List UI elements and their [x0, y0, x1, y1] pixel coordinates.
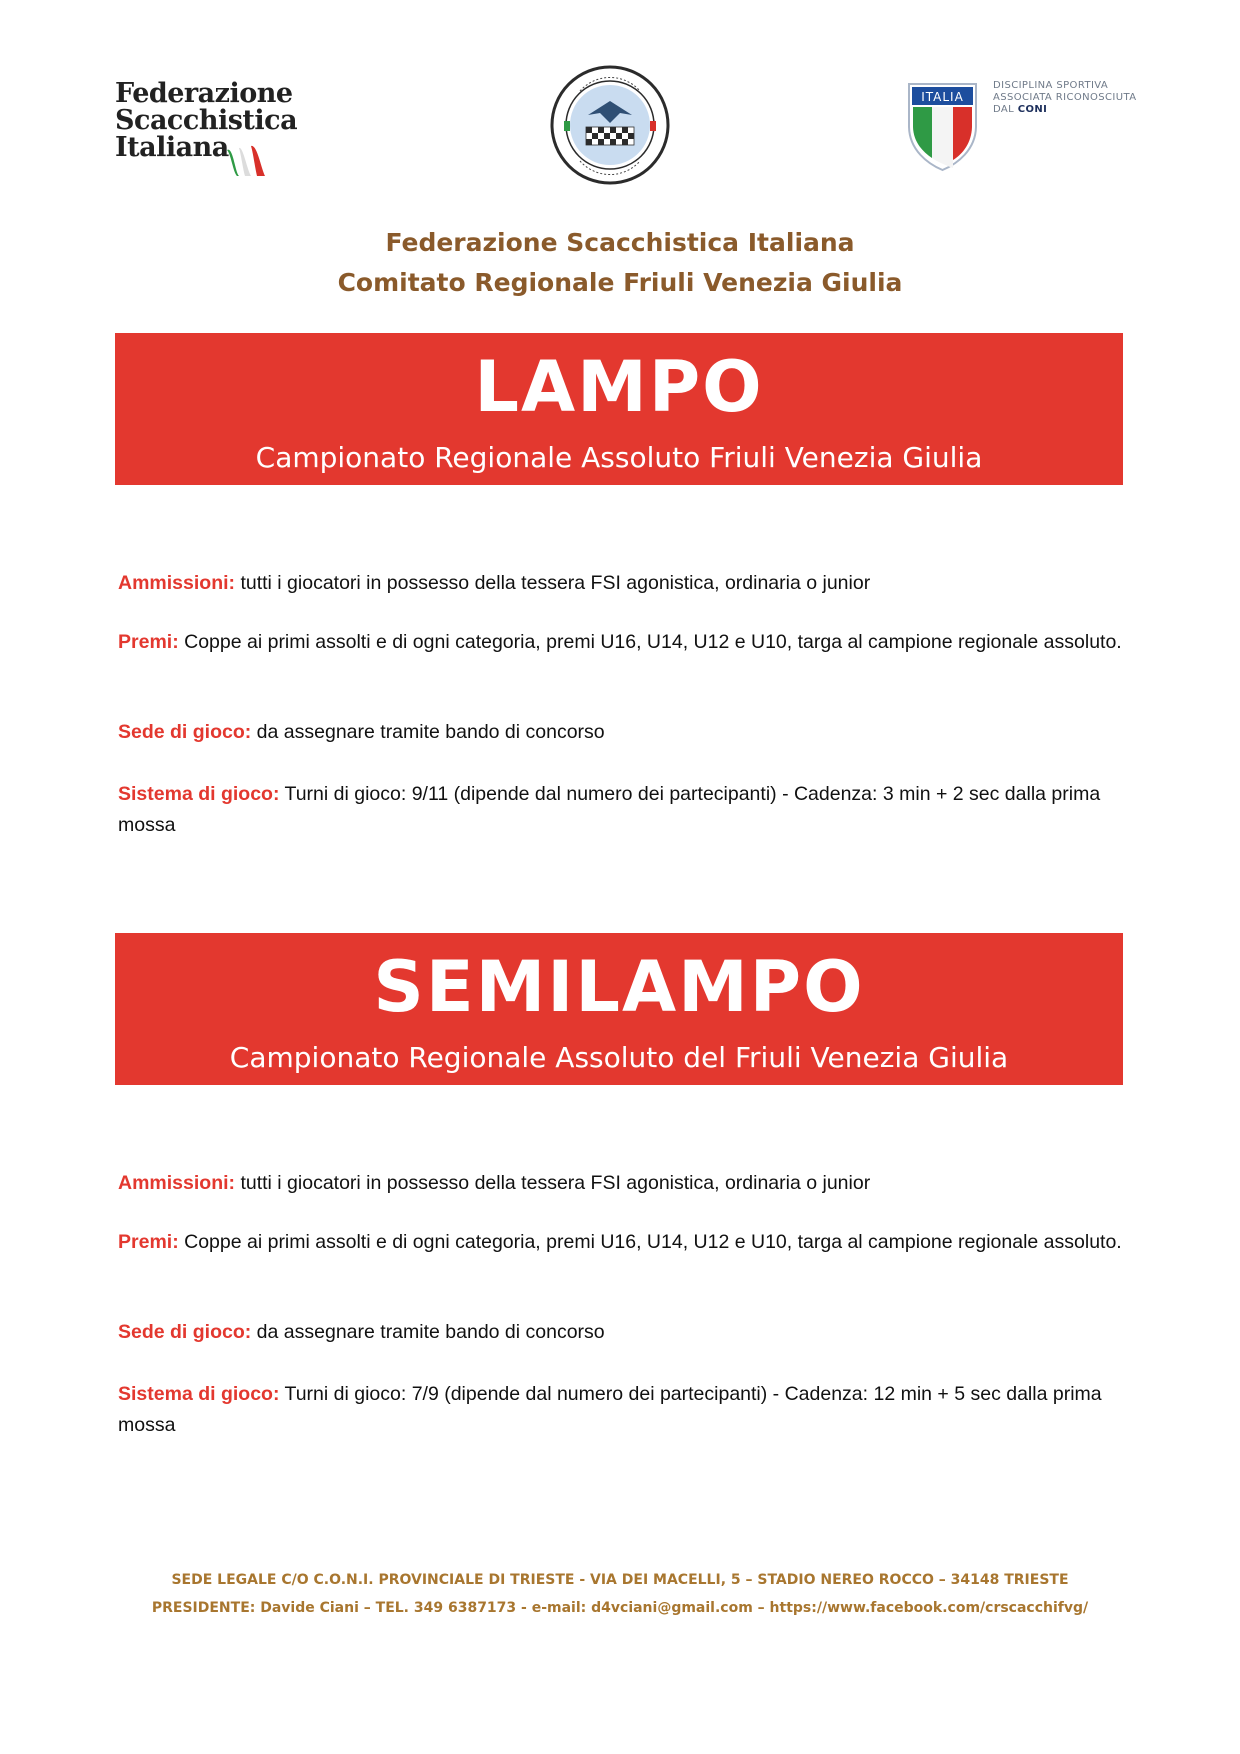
committee-title-line-1: Federazione Scacchistica Italiana	[385, 228, 855, 257]
fsi-logo	[115, 78, 298, 180]
coni-text-prefix: DAL	[993, 104, 1018, 115]
fsi-logo-line-1: Federazione	[115, 78, 293, 109]
ammissioni-text: tutti i giocatori in possesso della tessera FSI agonistica, ordinaria o junior	[235, 1172, 871, 1194]
footer-contacts: PRESIDENTE: Davide Ciani – TEL. 349 6387173 - e-mail: d4vciani@gmail.com – https://www.facebook.com/crscacchifvg/	[151, 1600, 1089, 1616]
fsi-logo-line-3: Italiana	[115, 132, 229, 163]
footer-address: SEDE LEGALE C/O C.O.N.I. PROVINCIALE DI TRIESTE - VIA DEI MACELLI, 5 – STADIO NEREO ROCCO – 34148 TRIESTE	[171, 1572, 1069, 1588]
lampo-title: LAMPO	[474, 346, 764, 428]
lampo-subtitle: Campionato Regionale Assoluto Friuli Venezia Giulia	[255, 441, 983, 474]
sede-text: da assegnare tramite bando di concorso	[251, 721, 605, 743]
coni-text-line-3	[993, 104, 1173, 116]
fsi-logo-line-2: Scacchistica	[115, 105, 298, 136]
lampo-ammissioni	[118, 568, 1128, 599]
committee-title-line-2: Comitato Regionale Friuli Venezia Giulia	[337, 268, 903, 297]
sistema-label: Sistema di gioco:	[118, 1383, 280, 1405]
ammissioni-label: Ammissioni:	[118, 1172, 236, 1194]
sede-label: Sede di gioco:	[118, 721, 252, 743]
coni-logo	[905, 80, 1170, 180]
semilampo-title: SEMILAMPO	[373, 946, 865, 1028]
coni-badge-word: ITALIA	[921, 90, 964, 104]
semilampo-sistema	[118, 1379, 1128, 1441]
sistema-text: Turni di gioco: 7/9 (dipende dal numero dei partecipanti) - Cadenza: 12 min + 5 sec dalla prima mossa	[118, 1383, 1102, 1436]
coni-recognition-text	[993, 80, 1173, 116]
semilampo-banner	[115, 933, 1123, 1085]
lampo-banner	[115, 333, 1123, 485]
lampo-premi	[118, 627, 1128, 658]
sede-text: da assegnare tramite bando di concorso	[251, 1321, 605, 1343]
semilampo-ammissioni	[118, 1168, 1128, 1199]
semilampo-subtitle: Campionato Regionale Assoluto del Friuli Venezia Giulia	[229, 1041, 1009, 1074]
premi-text: Coppe ai primi assolti e di ogni categoria, premi U16, U14, U12 e U10, targa al campione regionale assoluto.	[178, 631, 1122, 653]
lampo-sede	[118, 717, 1128, 748]
italian-flag-icon	[225, 142, 267, 178]
sistema-text: Turni di gioco: 9/11 (dipende dal numero dei partecipanti) - Cadenza: 3 min + 2 sec dalla prima mossa	[118, 783, 1101, 836]
coni-text-line-2: ASSOCIATA RICONOSCIUTA	[993, 92, 1137, 103]
coni-text-line-1: DISCIPLINA SPORTIVA	[993, 80, 1109, 91]
ammissioni-text: tutti i giocatori in possesso della tessera FSI agonistica, ordinaria o junior	[235, 572, 871, 594]
coni-text-strong: CONI	[1017, 104, 1048, 115]
semilampo-sede	[118, 1317, 1128, 1348]
premi-label: Premi:	[118, 1231, 179, 1253]
coni-shield-icon	[905, 80, 980, 172]
premi-label: Premi:	[118, 631, 179, 653]
premi-text: Coppe ai primi assolti e di ogni categoria, premi U16, U14, U12 e U10, targa al campione regionale assoluto.	[178, 1231, 1122, 1253]
chess-committee-seal-icon	[550, 65, 670, 185]
semilampo-premi	[118, 1227, 1128, 1258]
sede-label: Sede di gioco:	[118, 1321, 252, 1343]
sistema-label: Sistema di gioco:	[118, 783, 280, 805]
ammissioni-label: Ammissioni:	[118, 572, 236, 594]
lampo-sistema	[118, 779, 1128, 841]
